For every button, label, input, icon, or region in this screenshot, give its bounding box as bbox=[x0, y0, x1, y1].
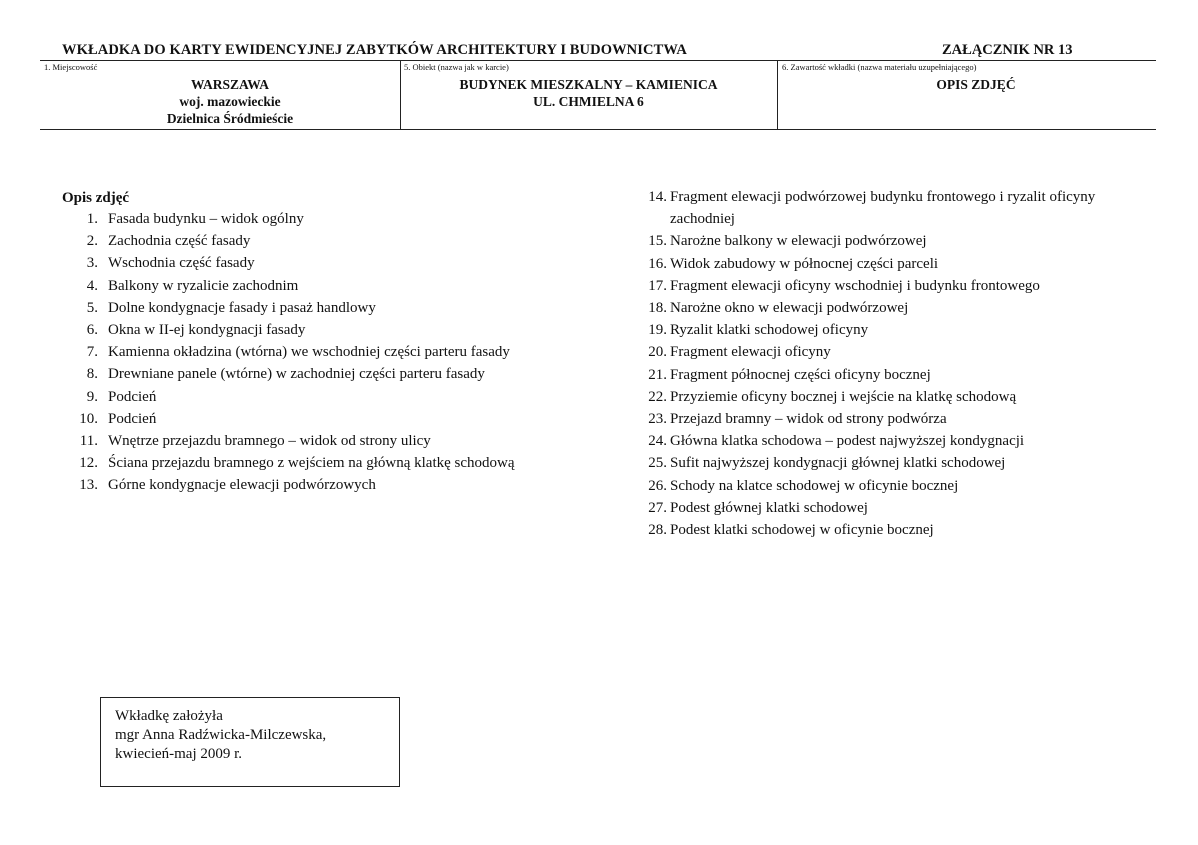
locality-value bbox=[100, 76, 360, 127]
list-item bbox=[62, 341, 582, 363]
item-number: 27. bbox=[648, 499, 667, 516]
list-item bbox=[640, 186, 1110, 230]
item-number: 13. bbox=[79, 477, 98, 494]
item-number: 6. bbox=[86, 322, 98, 339]
item-text: Podest głównej klatki schodowej bbox=[670, 499, 868, 516]
signature-author: mgr Anna Radźwicka-Milczewska, bbox=[115, 727, 327, 743]
list-item bbox=[640, 408, 1110, 430]
signature-line-1: Wkładkę założyła bbox=[115, 708, 223, 724]
item-text: Drewniane panele (wtórne) w zachodniej części parteru fasady bbox=[108, 366, 485, 383]
item-number: 12. bbox=[79, 455, 98, 472]
item-text: Kamienna okładzina (wtórna) we wschodniej części parteru fasady bbox=[108, 344, 510, 361]
insert-content-value bbox=[790, 76, 1162, 93]
list-item bbox=[62, 275, 582, 297]
item-text: Podcień bbox=[108, 388, 157, 405]
list-item bbox=[640, 275, 1110, 297]
list-item bbox=[62, 252, 582, 274]
item-number: 8. bbox=[86, 366, 98, 383]
list-item bbox=[640, 519, 1110, 541]
list-item bbox=[62, 319, 582, 341]
list-item bbox=[62, 408, 582, 430]
list-item bbox=[62, 363, 582, 385]
item-number: 7. bbox=[86, 344, 98, 361]
photo-list-right bbox=[640, 186, 1110, 541]
list-item bbox=[640, 341, 1110, 363]
item-text: Okna w II-ej kondygnacji fasady bbox=[108, 322, 306, 339]
locality-city: WARSZAWA bbox=[190, 77, 270, 92]
item-number: 14. bbox=[648, 189, 667, 205]
list-item bbox=[62, 230, 582, 252]
item-number: 23. bbox=[648, 411, 667, 428]
item-number: 21. bbox=[648, 366, 667, 383]
item-number: 10. bbox=[79, 410, 98, 427]
list-item bbox=[640, 475, 1110, 497]
list-item bbox=[62, 297, 582, 319]
item-number: 16. bbox=[648, 255, 667, 272]
item-number: 24. bbox=[648, 433, 667, 450]
item-text: Schody na klatce schodowej w oficynie bocznej bbox=[670, 477, 959, 494]
header-divider-2 bbox=[777, 60, 778, 129]
item-text: Przejazd bramny – widok od strony podwórza bbox=[670, 411, 947, 428]
item-number: 26. bbox=[648, 477, 667, 494]
item-text: Fragment elewacji oficyny wschodniej i budynku frontowego bbox=[670, 277, 1040, 294]
photo-list-left bbox=[62, 208, 582, 497]
list-item bbox=[640, 386, 1110, 408]
list-item bbox=[640, 497, 1110, 519]
object-name: BUDYNEK MIESZKALNY – KAMIENICA bbox=[459, 77, 718, 92]
item-number: 5. bbox=[86, 299, 98, 316]
item-number: 19. bbox=[648, 322, 667, 339]
item-number: 15. bbox=[648, 233, 667, 250]
item-text: Ryzalit klatki schodowej oficyny bbox=[670, 322, 869, 339]
document-title: WKŁADKA DO KARTY EWIDENCYJNEJ ZABYTKÓW ARCHITEKTURY I BUDOWNICTWA bbox=[62, 42, 687, 58]
item-text: Narożne okno w elewacji podwórzowej bbox=[670, 300, 909, 317]
item-number: 11. bbox=[79, 433, 98, 450]
header-bottom-rule bbox=[40, 129, 1156, 130]
signature-box bbox=[100, 697, 400, 787]
item-text: Główna klatka schodowa – podest najwyższej kondygnacji bbox=[670, 433, 1025, 450]
item-number: 25. bbox=[648, 455, 667, 472]
insert-content-label: 6. Zawartość wkładki (nazwa materiału uzupełniającego) bbox=[782, 62, 977, 72]
item-text: Górne kondygnacje elewacji podwórzowych bbox=[108, 477, 376, 494]
item-text: Fasada budynku – widok ogólny bbox=[108, 211, 304, 227]
list-item bbox=[62, 430, 582, 452]
item-text: Balkony w ryzalicie zachodnim bbox=[108, 277, 299, 294]
item-text: Fragment elewacji podwórzowej budynku frontowego i ryzalit oficyny zachodniej bbox=[670, 189, 1096, 228]
list-item bbox=[640, 230, 1110, 252]
list-item bbox=[640, 364, 1110, 386]
item-number: 20. bbox=[648, 344, 667, 361]
item-text: Zachodnia część fasady bbox=[108, 233, 251, 250]
list-item bbox=[640, 452, 1110, 474]
item-number: 1. bbox=[86, 211, 98, 227]
locality-label: 1. Miejscowość bbox=[44, 62, 98, 72]
item-text: Widok zabudowy w północnej części parceli bbox=[670, 255, 939, 272]
item-text: Fragment elewacji oficyny bbox=[670, 344, 831, 361]
header-top-rule bbox=[40, 60, 1156, 61]
object-value bbox=[400, 76, 777, 110]
item-number: 17. bbox=[648, 277, 667, 294]
locality-district: Dzielnica Śródmieście bbox=[166, 111, 294, 126]
item-text: Podest klatki schodowej w oficynie bocznej bbox=[670, 522, 934, 539]
item-text: Dolne kondygnacje fasady i pasaż handlowy bbox=[108, 299, 376, 316]
insert-content-name: OPIS ZDJĘĆ bbox=[936, 77, 1016, 92]
item-text: Ściana przejazdu bramnego z wejściem na główną klatkę schodową bbox=[108, 455, 515, 472]
locality-province: woj. mazowieckie bbox=[179, 94, 281, 109]
list-item bbox=[62, 474, 582, 496]
signature-date: kwiecień-maj 2009 r. bbox=[115, 746, 243, 762]
list-item bbox=[640, 253, 1110, 275]
object-address: UL. CHMIELNA 6 bbox=[533, 94, 644, 109]
item-text: Wnętrze przejazdu bramnego – widok od strony ulicy bbox=[108, 433, 431, 450]
item-number: 2. bbox=[86, 233, 98, 250]
item-text: Fragment północnej części oficyny bocznej bbox=[670, 366, 931, 383]
item-text: Wschodnia część fasady bbox=[108, 255, 255, 272]
list-item bbox=[640, 297, 1110, 319]
list-item bbox=[62, 452, 582, 474]
item-text: Przyziemie oficyny bocznej i wejście na klatkę schodową bbox=[670, 388, 1017, 405]
annex-number: ZAŁĄCZNIK NR 13 bbox=[942, 42, 1073, 58]
list-item bbox=[62, 386, 582, 408]
section-title: Opis zdjęć bbox=[62, 190, 130, 206]
item-number: 4. bbox=[86, 277, 98, 294]
list-item bbox=[640, 319, 1110, 341]
object-label: 5. Obiekt (nazwa jak w karcie) bbox=[404, 62, 509, 72]
list-item bbox=[640, 430, 1110, 452]
list-item bbox=[62, 208, 582, 230]
item-number: 3. bbox=[86, 255, 98, 272]
item-text: Sufit najwyższej kondygnacji głównej klatki schodowej bbox=[670, 455, 1006, 472]
item-text: Podcień bbox=[108, 410, 157, 427]
item-number: 28. bbox=[648, 522, 667, 539]
item-number: 18. bbox=[648, 300, 667, 317]
item-number: 9. bbox=[86, 388, 98, 405]
item-text: Narożne balkony w elewacji podwórzowej bbox=[670, 233, 927, 250]
item-number: 22. bbox=[648, 388, 667, 405]
